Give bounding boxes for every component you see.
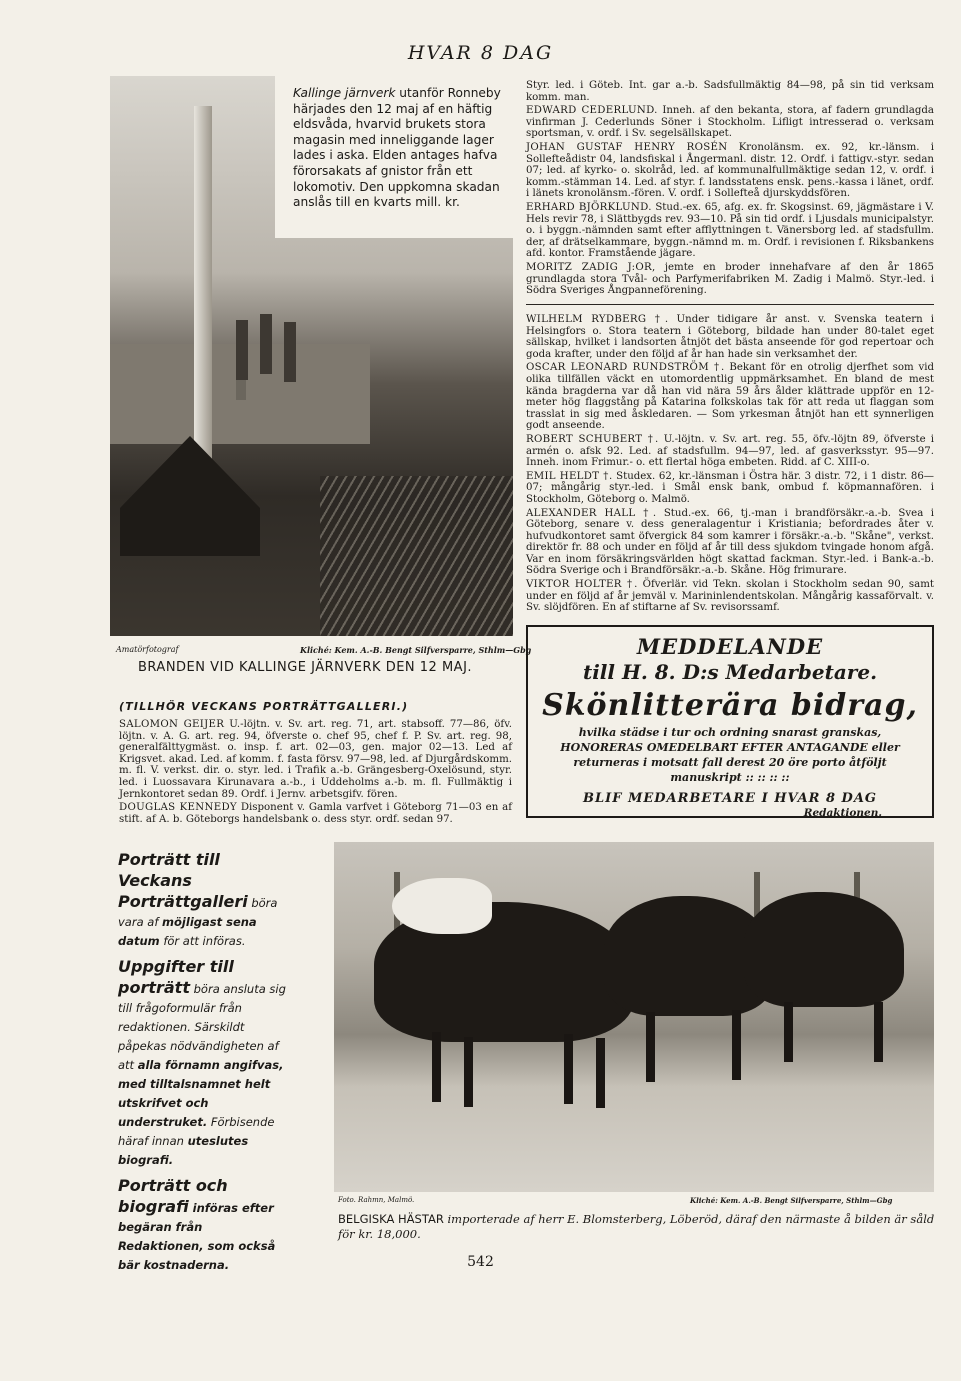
obituary-name: VIKTOR HOLTER †. (526, 579, 638, 591)
obituary-text: Bekant för en otrolig djerfhet som vid olika tillfällen väckt en utomordentlig uppmärksamhet. En bland de mest kända bragderna var då han vid nära 59 års ålder klättrade uppför en 12-meter hög flaggstång på Katarina folkskolas tak för att reda ut flaggan som trasslat in sig med åskledaren. — Som yrkesman åtnjöt han ett synnerligen godt anseende. (526, 362, 934, 432)
notice-heading: MEDDELANDE (636, 634, 824, 659)
obituary-text: Öfverlär. vid Tekn. skolan i Stockholm sedan 90, samt under en följd af år jemväl v. Marininlendentskolan. Mångårig kassaförvalt. v. Sv. slöjdfören. En af stiftarne af Sv. revisorssamf. (526, 579, 934, 614)
notice-signature: Redaktionen. (803, 807, 882, 819)
bio-text: Stud.-ex. 65, afg. ex. fr. Skogsinst. 69, jägmästare i V. Hels revir 78, i Slättbygds rev. 93—10. På sin tid ordf. i Ljusdals municipalstyr. o. i byggn.-nämnden samt efter afflyttningen t. Vänersborg led. af stadsfullm. der, af drätselkammare, byggn.-nämnd m. m. Ordf. i revisionen f. Riksbankens afd. kontor. Framstående jägare. (526, 201, 934, 260)
instruction-emphasis: uteslutes biografi. (118, 1134, 249, 1167)
portrait-gallery-right-top (526, 80, 934, 299)
obituary-entry (526, 471, 934, 506)
obituary-entry (526, 362, 934, 432)
obituary-entry (526, 579, 934, 614)
horse-leg (732, 1010, 741, 1080)
masthead: HVAR 8 DAG (407, 42, 554, 64)
page-number: 542 (467, 1254, 494, 1270)
instruction-heading: Porträtt och biografi (118, 1176, 228, 1216)
horses-photo-caption (338, 1212, 938, 1242)
fire-caption-rest: utanför Ronneby härjades den 12 maj af en häftig eldsvåda, hvarvid brukets stora magasin med inneliggande lager lades i aska. Elden antages hafva förorsakats af gnistor från ett lokomotiv. Den uppkomna skadan anslås till en kvarts mill. kr. (293, 86, 501, 210)
notice-call-to-action: BLIF MEDARBETARE I HVAR 8 DAG (582, 791, 878, 806)
obituary-text: Under tidigare år anst. v. Svenska teatern i Helsingfors o. Stora teatern i Göteborg, bildade han under 80-talet eget sällskap, hvilket i landsorten åtnjöt det bästa anseende för god repertoar och goda krafter, under den följd af år han hade sin verksamhet der. (526, 314, 934, 360)
bio-name: JOHAN GUSTAF HENRY ROSÉN (526, 141, 728, 153)
horse-back (744, 892, 904, 1007)
horses-caption-rest: importerade af herr E. Blomsterberg, Löberöd, däraf den närmaste å bilden är såld för kr. 18,000. (338, 1212, 935, 1241)
horse-leg (784, 1002, 793, 1062)
instruction-emphasis: möjligast sena datum (118, 915, 257, 948)
obituary-name: EMIL HELDT †. (526, 470, 613, 482)
obituary-text: U.-löjtn. v. Sv. art. reg. 55, öfv.-löjtn 89, öfverste i armén o. afsk 92. Led. af stadsfullm. 94—97, led. af gasverksstyr. 95—97. Inneh. inom Frimur.- o. ett flertal höga embeten. Ridd. af C. XIII-o. (526, 433, 934, 469)
bio-text: Disponent v. Gamla varfvet i Göteborg 71—03 en af stift. af A. b. Göteborgs handelsbank o. dess styr. ordf. sedan 97. (119, 802, 512, 825)
instruction-text: böra vara af (118, 896, 278, 929)
obituary-entry (526, 314, 934, 360)
obituary-text: Stud.-ex. 66, tj.-man i brandförsäkr.-a.-b. Svea i Göteborg, senare v. dess generalagentur i Kristiania; befordrades åter v. hufvudkontoret samt öfvergick 84 som kamrer i försäkr.-a.-b. "Skåne", verkst. direktör fr. 88 och under en följd af år till dess sjukdom tvingade honom afgå. Var en inom försäkringsvärlden högt skattad fackman. Styr.-led. i Bank-a.-b. Södra Sverige och i Brandförsäkr.-a.-b. Skåne. Hög frimurare. (526, 507, 934, 577)
bio-name: MORITZ ZADIG J:OR, (526, 261, 656, 273)
bio-text: U.-löjtn. v. Sv. art. reg. 71, art. stabsoff. 77—86, öfv. löjtn. v. A. G. art. reg. 94, öfverste o. chef 95, chef f. P. Sv. art. reg. 98, generalfälttygmäst. o. insp. f. art. 02—03, gen. major 02—13. Led af Krigsvet. akad. Led. af komm. f. fasta försv. 97—98, led. af Djurgårdskomm. m. fl. V. verkst. dir. o. styr. led. i Trafik a.-b. Grängesberg-Oxelösund, styr. led. i Luossavara Kirunavara a.-b., i Uddeholms a.-b. m. fl. Fullmäktig i Jernkontoret sedan 89. Ordf. i Jernv. arbetsgifv. fören. (119, 719, 512, 800)
horses-photograph (334, 842, 934, 1192)
bio-entry (119, 719, 512, 800)
kiln-stack (236, 320, 248, 380)
fire-cliche-credit: Kliché: Kem. A.-B. Bengt Silfversparre, Sthlm—Gbg (300, 645, 532, 655)
bio-entry (526, 80, 934, 103)
horses-caption-lead: BELGISKA HÄSTAR (338, 1212, 444, 1226)
instruction-text: Förbisende häraf innan (118, 1115, 275, 1148)
instruction-paragraph (118, 850, 290, 951)
instruction-heading: Uppgifter till porträtt (118, 957, 234, 997)
obituary-name: ALEXANDER HALL †. (526, 507, 657, 519)
horses-cliche-credit: Kliché: Kem. A.-B. Bengt Silfversparre, Sthlm—Gbg (690, 1196, 893, 1205)
obituary-name: WILHELM RYDBERG †. (526, 314, 669, 325)
obituary-name: OSCAR LEONARD RUNDSTRÖM †. (526, 362, 725, 374)
bio-name: DOUGLAS KENNEDY (119, 802, 237, 814)
horse-leg (646, 1012, 655, 1082)
fire-photo-credit: Amatörfotograf (116, 645, 179, 654)
horse-leg (432, 1032, 441, 1102)
bio-name: SALOMON GEIJER (119, 719, 225, 730)
portrait-gallery-left (119, 719, 512, 827)
bio-name: ERHARD BJÖRKLUND. (526, 201, 652, 213)
fire-photo-inset-caption (275, 76, 513, 238)
obituary-name: ROBERT SCHUBERT †. (526, 433, 659, 445)
dark-roof (120, 436, 260, 556)
horse-leg (874, 1002, 883, 1062)
notice-body: hvilka städse i tur och ordning snarast granskas, HONORERAS OMEDELBART EFTER ANTAGANDE eller returneras i motsatt fall derest 20 öre porto åtföljt manuskript :: :: :: :: (560, 726, 900, 784)
bio-text: Kronolänsm. ex. 92, kr.-länsm. i Sollefteådistr 04, landsfiskal i Ångermanl. distr. 12. Ordf. i fattigv.-styr. sedan 07; led. af kyrko- o. skolråd, led. af kommunalfullmäktige sedan 12, v. ordf. i komm.-stämman 14. Led. af styr. f. landsstatens ensk. pens.-kassa i länet, ordf. i länets kronolänsm.-fören. V. ordf. i Sollefteå djurskyddsfören. (526, 141, 934, 200)
bio-text: jemte en broder innehafvare af den år 1865 grundlagda stora Tvål- och Parfymerifabriken M. Zadig i Malmö. Styr.-led. i Södra Sveriges Ångpanneförening. (526, 261, 934, 297)
bio-name: EDWARD CEDERLUND. (526, 105, 658, 117)
kiln-stack (260, 314, 272, 374)
portrait-instructions (118, 850, 290, 1281)
portrait-gallery-title: (TILLHÖR VECKANS PORTRÄTTGALLERI.) (119, 700, 409, 713)
fire-caption-lead: Kallinge järnverk (293, 86, 396, 100)
bio-entry (526, 202, 934, 260)
horses-photo-credit: Foto. Rahmn, Malmö. (338, 1196, 415, 1204)
bio-entry (526, 262, 934, 297)
instruction-heading: Porträtt till Veckans Porträttgalleri (118, 850, 248, 911)
instruction-emphasis: införas efter begäran från Redaktionen, som också bär kostnaderna. (118, 1201, 276, 1272)
bio-text: Inneh. af den bekanta, stora, af fadern grundlagda vinfirman J. Cederlunds Söner i Stockholm. Lifligt intresserad o. verksam sportsman, v. ordf. i Sv. segelsällskapet. (526, 105, 934, 140)
notice-subheading: till H. 8. D:s Medarbetare. (582, 660, 878, 684)
instruction-paragraph (118, 957, 290, 1170)
bio-entry (119, 802, 512, 825)
horse-leg (464, 1037, 473, 1107)
rubble-rails (320, 476, 513, 636)
instruction-text: böra ansluta sig till frågoformulär från redaktionen. Särskildt påpekas nödvändigheten af att (118, 982, 286, 1072)
horse-leg (596, 1038, 605, 1108)
obituary-text: Studex. 62, kr.-länsman i Östra här. 3 distr. 72, i 1 distr. 86—07; mångårig styr.-led. i Smål ensk bank, ombud f. köpmannafören. i Stockholm, Göteborg o. Malmö. (526, 470, 934, 505)
obituary-entry (526, 434, 934, 469)
instruction-text: för att införas. (159, 934, 246, 948)
fire-photograph (110, 76, 513, 636)
column-divider (526, 304, 934, 305)
obituary-entry (526, 508, 934, 578)
obituaries-column (526, 314, 934, 616)
horse-mane (392, 878, 492, 934)
fire-photo-caption: BRANDEN VID KALLINGE JÄRNVERK DEN 12 MAJ. (138, 660, 473, 675)
kiln-stack (284, 322, 296, 382)
contributors-notice (526, 625, 934, 818)
horse-leg (564, 1034, 573, 1104)
bio-entry (526, 142, 934, 200)
bio-entry (526, 105, 934, 140)
instruction-emphasis: alla förnamn angifvas, med tilltalsnamnet helt utskrifvet och understruket. (118, 1058, 284, 1129)
notice-headline: Skönlitterära bidrag, (542, 688, 918, 723)
bio-text: Styr. led. i Göteb. Int. gar a.-b. Sadsfullmäktig 84—98, på sin tid verksam komm. man. (526, 80, 934, 103)
